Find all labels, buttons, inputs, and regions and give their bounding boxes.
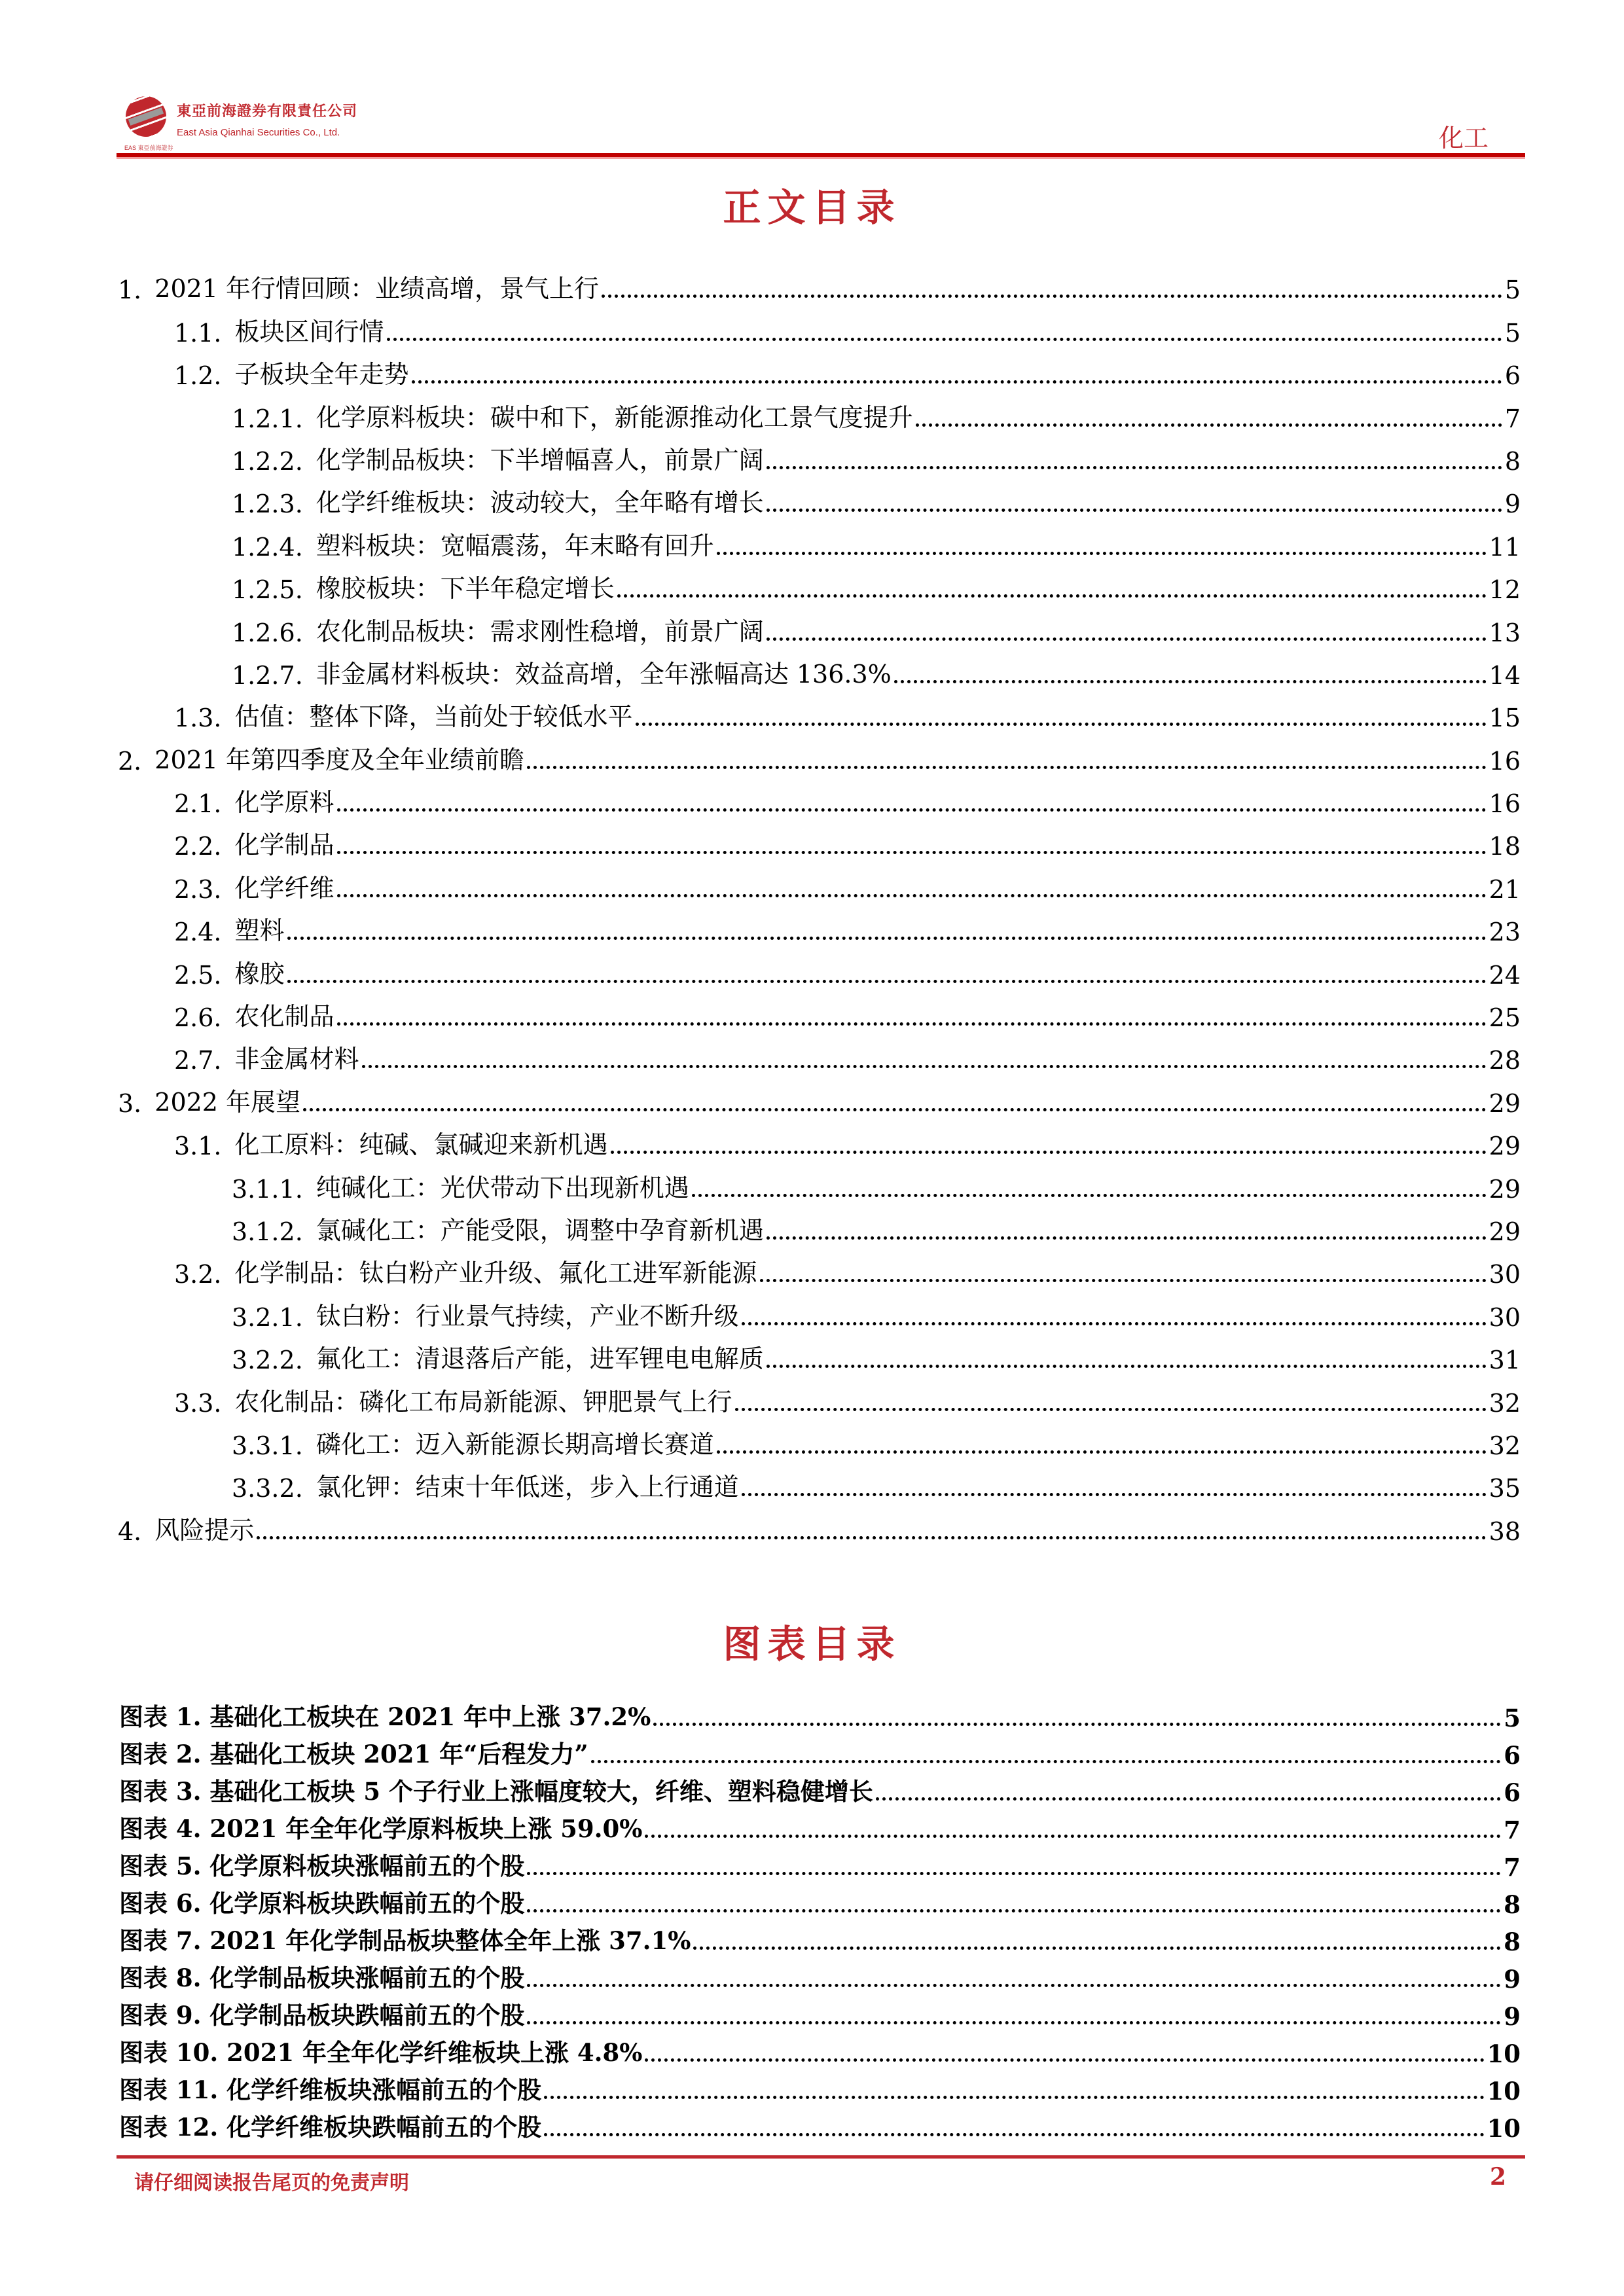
figure-entry[interactable] bbox=[119, 1994, 1521, 2031]
dot-leader bbox=[544, 2096, 1484, 2099]
figure-entry[interactable] bbox=[119, 2106, 1521, 2143]
toc-entry-text: 橡胶板块：下半年稳定增长 bbox=[316, 574, 615, 603]
toc-entry-number: 2. bbox=[118, 746, 142, 776]
figure-entry-text: 图表 3. 基础化工板块 5 个子行业上涨幅度较大，纤维、塑料稳健增长 bbox=[119, 1777, 873, 1806]
toc-entry-page: 14 bbox=[1489, 660, 1521, 690]
figure-entry-text: 图表 11. 化学纤维板块涨幅前五的个股 bbox=[119, 2075, 542, 2104]
toc-entry[interactable] bbox=[118, 732, 1521, 775]
toc-entry-page: 32 bbox=[1489, 1431, 1521, 1460]
dot-leader bbox=[735, 1408, 1487, 1411]
dot-leader bbox=[760, 1279, 1487, 1282]
figure-entry-text: 图表 6. 化学原料板块跌幅前五的个股 bbox=[119, 1889, 525, 1918]
toc-entry[interactable] bbox=[118, 861, 1521, 903]
toc-entry[interactable] bbox=[118, 348, 1521, 390]
toc-entry[interactable] bbox=[118, 904, 1521, 946]
toc-entry[interactable] bbox=[118, 518, 1521, 561]
toc-entry-text: 纯碱化工：光伏带动下出现新机遇 bbox=[316, 1173, 689, 1202]
dot-leader bbox=[527, 2021, 1501, 2024]
dot-leader bbox=[636, 723, 1487, 726]
toc-entry[interactable] bbox=[118, 818, 1521, 861]
figure-list-title: 图表目录 bbox=[723, 1622, 901, 1666]
toc-entry-text: 板块区间行情 bbox=[234, 317, 384, 346]
toc-entry-page: 28 bbox=[1489, 1046, 1521, 1075]
figure-entry[interactable] bbox=[119, 1956, 1521, 1994]
toc-entry-number: 4. bbox=[118, 1516, 142, 1546]
toc-entry[interactable] bbox=[118, 390, 1521, 433]
company-name-en: East Asia Qianhai Securities Co., Ltd. bbox=[177, 127, 340, 138]
dot-leader bbox=[337, 851, 1487, 854]
dot-leader bbox=[767, 1365, 1487, 1368]
toc-entry-page: 25 bbox=[1489, 1003, 1521, 1033]
figure-entry-page: 9 bbox=[1504, 1965, 1521, 1994]
toc-entry[interactable] bbox=[118, 304, 1521, 347]
figure-entry[interactable] bbox=[119, 1695, 1521, 1732]
figure-list bbox=[119, 1695, 1521, 2143]
figure-entry[interactable] bbox=[119, 1919, 1521, 1956]
sector-label: 化工 bbox=[1438, 124, 1489, 152]
footer-divider bbox=[117, 2155, 1525, 2159]
toc-entry[interactable] bbox=[118, 1460, 1521, 1503]
figure-entry-page: 10 bbox=[1487, 2114, 1521, 2143]
toc-entry[interactable] bbox=[118, 1289, 1521, 1331]
toc-entry-page: 29 bbox=[1489, 1132, 1521, 1161]
toc-entry-number: 2.3. bbox=[174, 874, 222, 904]
toc-entry-page: 18 bbox=[1489, 832, 1521, 861]
dot-leader bbox=[387, 338, 1502, 341]
figure-entry[interactable] bbox=[119, 1844, 1521, 1882]
toc-entry[interactable] bbox=[118, 776, 1521, 818]
dot-leader bbox=[591, 1760, 1502, 1763]
toc-entry[interactable] bbox=[118, 262, 1521, 304]
toc-entry-page: 12 bbox=[1489, 575, 1521, 605]
toc-entry[interactable] bbox=[118, 562, 1521, 604]
dot-leader bbox=[527, 766, 1487, 769]
toc-entry-text: 化学制品 bbox=[234, 831, 334, 860]
toc-entry-page: 16 bbox=[1489, 746, 1521, 776]
dot-leader bbox=[527, 1984, 1501, 1987]
dot-leader bbox=[916, 423, 1502, 427]
toc-entry-text: 农化制品 bbox=[234, 1002, 334, 1031]
toc-entry-number: 1.2.5. bbox=[232, 575, 303, 605]
figure-entry-page: 6 bbox=[1504, 1741, 1521, 1770]
toc-entry-text: 非金属材料板块：效益高增，全年涨幅高达 136.3% bbox=[316, 659, 892, 689]
dot-leader bbox=[257, 1536, 1486, 1539]
toc-entry-number: 3.1. bbox=[174, 1132, 222, 1161]
figure-entry-text: 图表 8. 化学制品板块涨幅前五的个股 bbox=[119, 1964, 525, 1992]
figure-entry-page: 7 bbox=[1504, 1853, 1521, 1882]
dot-leader bbox=[645, 1835, 1501, 1838]
dot-leader bbox=[602, 295, 1502, 298]
figure-entry-page: 9 bbox=[1504, 2002, 1521, 2031]
toc-entry-number: 1.2. bbox=[174, 361, 222, 391]
toc-entry-page: 30 bbox=[1489, 1302, 1521, 1332]
dot-leader bbox=[544, 2133, 1484, 2136]
dot-leader bbox=[527, 1909, 1501, 1912]
toc-entry-text: 化学纤维板块：波动较大，全年略有增长 bbox=[316, 488, 764, 518]
toc-entry[interactable] bbox=[118, 1118, 1521, 1160]
toc-entry-number: 2.4. bbox=[174, 918, 222, 947]
toc-entry-page: 31 bbox=[1489, 1346, 1521, 1375]
figure-entry[interactable] bbox=[119, 1770, 1521, 1807]
toc-entry-number: 3.2. bbox=[174, 1260, 222, 1289]
toc-entry-number: 3.1.1. bbox=[232, 1174, 303, 1204]
toc-entry-page: 8 bbox=[1504, 446, 1521, 476]
toc-entry-page: 29 bbox=[1489, 1088, 1521, 1118]
toc-entry-text: 农化制品：磷化工布局新能源、钾肥景气上行 bbox=[234, 1387, 732, 1416]
figure-entry-text: 图表 5. 化学原料板块涨幅前五的个股 bbox=[119, 1852, 525, 1880]
dot-leader bbox=[767, 509, 1502, 512]
figure-entry-text: 图表 12. 化学纤维板块跌幅前五的个股 bbox=[119, 2113, 542, 2142]
dot-leader bbox=[653, 1723, 1501, 1726]
dot-leader bbox=[337, 1022, 1487, 1026]
dot-leader bbox=[692, 1194, 1487, 1197]
figure-entry-page: 6 bbox=[1504, 1778, 1521, 1807]
dot-leader bbox=[527, 1872, 1501, 1875]
dot-leader bbox=[337, 894, 1487, 897]
toc-entry[interactable] bbox=[118, 690, 1521, 732]
dot-leader bbox=[412, 380, 1502, 384]
figure-entry-page: 8 bbox=[1504, 1890, 1521, 1919]
dot-leader bbox=[287, 937, 1487, 940]
toc-entry-text: 风险提示 bbox=[154, 1515, 255, 1545]
toc-entry[interactable] bbox=[118, 433, 1521, 476]
dot-leader bbox=[767, 466, 1502, 469]
toc-entry-number: 1.2.4. bbox=[232, 532, 303, 562]
figure-entry-text: 图表 7. 2021 年化学制品板块整体全年上涨 37.1% bbox=[119, 1926, 691, 1955]
toc-entry-number: 2.2. bbox=[174, 832, 222, 861]
toc-entry-number: 2.1. bbox=[174, 789, 222, 819]
toc-entry-page: 15 bbox=[1489, 704, 1521, 733]
toc-entry-page: 11 bbox=[1489, 532, 1521, 562]
toc-entry-text: 磷化工：迈入新能源长期高增长赛道 bbox=[316, 1429, 714, 1459]
company-name-cn: 東亞前海證券有限責任公司 bbox=[177, 103, 358, 119]
toc-entry-page: 9 bbox=[1504, 490, 1521, 519]
toc-entry-page: 7 bbox=[1504, 404, 1521, 433]
figure-entry-text: 图表 4. 2021 年全年化学原料板块上涨 59.0% bbox=[119, 1814, 643, 1843]
toc-entry-text: 塑料 bbox=[234, 916, 285, 946]
dot-leader bbox=[693, 1946, 1501, 1950]
toc-entry-number: 3. bbox=[118, 1088, 142, 1118]
figure-entry[interactable] bbox=[119, 1732, 1521, 1770]
toc-entry[interactable] bbox=[118, 476, 1521, 518]
toc-entry-page: 23 bbox=[1489, 918, 1521, 947]
toc-entry-text: 化学制品：钛白粉产业升级、氟化工进军新能源 bbox=[234, 1259, 757, 1288]
figure-entry[interactable] bbox=[119, 2031, 1521, 2068]
toc-entry-number: 2.5. bbox=[174, 960, 222, 990]
toc-entry-page: 38 bbox=[1489, 1516, 1521, 1546]
toc-entry-text: 农化制品板块：需求刚性稳增，前景广阔 bbox=[316, 617, 764, 646]
toc-entry-text: 2021 年行情回顾：业绩高增，景气上行 bbox=[154, 274, 600, 304]
toc-entry-text: 化学纤维 bbox=[234, 873, 334, 903]
table-of-contents bbox=[118, 262, 1521, 1546]
toc-entry-text: 塑料板块：宽幅震荡，年末略有回升 bbox=[316, 531, 714, 560]
page-number: 2 bbox=[1489, 2163, 1506, 2191]
toc-entry[interactable] bbox=[118, 1160, 1521, 1203]
toc-entry[interactable] bbox=[118, 604, 1521, 647]
toc-entry[interactable] bbox=[118, 1503, 1521, 1545]
toc-entry-text: 化工原料：纯碱、氯碱迎来新机遇 bbox=[234, 1130, 608, 1160]
figure-entry-page: 10 bbox=[1487, 2039, 1521, 2068]
dot-leader bbox=[337, 808, 1487, 812]
header-divider bbox=[117, 153, 1525, 159]
toc-entry[interactable] bbox=[118, 1246, 1521, 1289]
logo-subtext: EAS 東亞前海證券 bbox=[124, 145, 173, 151]
toc-entry-page: 29 bbox=[1489, 1217, 1521, 1246]
toc-entry-page: 13 bbox=[1489, 618, 1521, 647]
toc-entry-text: 2021 年第四季度及全年业绩前瞻 bbox=[154, 745, 525, 774]
toc-entry-text: 氯化钾：结束十年低迷，步入上行通道 bbox=[316, 1473, 739, 1502]
toc-entry[interactable] bbox=[118, 946, 1521, 989]
toc-entry-number: 1.2.3. bbox=[232, 490, 303, 519]
toc-entry-text: 化学原料板块：碳中和下，新能源推动化工景气度提升 bbox=[316, 403, 913, 432]
toc-entry-page: 6 bbox=[1504, 361, 1521, 391]
toc-entry[interactable] bbox=[118, 1032, 1521, 1075]
toc-entry-page: 5 bbox=[1504, 276, 1521, 305]
dot-leader bbox=[767, 1236, 1487, 1240]
toc-entry[interactable] bbox=[118, 1075, 1521, 1117]
dot-leader bbox=[303, 1108, 1487, 1111]
toc-entry-text: 子板块全年走势 bbox=[234, 360, 409, 389]
toc-entry-page: 5 bbox=[1504, 318, 1521, 348]
toc-entry-page: 35 bbox=[1489, 1474, 1521, 1503]
figure-entry-page: 5 bbox=[1504, 1704, 1521, 1732]
logo-globe-icon bbox=[124, 96, 173, 151]
figure-entry[interactable] bbox=[119, 1882, 1521, 1919]
dot-leader bbox=[894, 680, 1487, 683]
footer-disclaimer: 请仔细阅读报告尾页的免责声明 bbox=[134, 2172, 409, 2195]
dot-leader bbox=[717, 552, 1487, 555]
company-logo bbox=[124, 95, 358, 151]
dot-leader bbox=[611, 1151, 1487, 1154]
toc-entry-number: 3.2.1. bbox=[232, 1302, 303, 1332]
toc-entry-number: 1.2.6. bbox=[232, 618, 303, 647]
dot-leader bbox=[362, 1065, 1487, 1068]
toc-entry-number: 1.2.2. bbox=[232, 446, 303, 476]
toc-entry-text: 钛白粉：行业景气持续，产业不断升级 bbox=[316, 1301, 739, 1331]
toc-entry-text: 非金属材料 bbox=[234, 1045, 359, 1074]
dot-leader bbox=[617, 594, 1487, 598]
toc-entry[interactable] bbox=[118, 1418, 1521, 1460]
figure-entry[interactable] bbox=[119, 1807, 1521, 1844]
toc-entry-text: 化学制品板块：下半增幅喜人，前景广阔 bbox=[316, 445, 764, 475]
dot-leader bbox=[742, 1493, 1487, 1496]
figure-entry-text: 图表 1. 基础化工板块在 2021 年中上涨 37.2% bbox=[119, 1702, 651, 1731]
figure-entry-text: 图表 10. 2021 年全年化学纤维板块上涨 4.8% bbox=[119, 2038, 643, 2067]
dot-leader bbox=[767, 637, 1487, 641]
figure-entry-text: 图表 2. 基础化工板块 2021 年“后程发力” bbox=[119, 1740, 588, 1768]
toc-entry-text: 2022 年展望 bbox=[154, 1087, 301, 1117]
toc-entry-page: 16 bbox=[1489, 789, 1521, 819]
toc-entry-number: 3.1.2. bbox=[232, 1217, 303, 1246]
toc-entry[interactable] bbox=[118, 647, 1521, 690]
toc-entry-page: 30 bbox=[1489, 1260, 1521, 1289]
toc-entry[interactable] bbox=[118, 1374, 1521, 1417]
toc-entry-page: 32 bbox=[1489, 1388, 1521, 1418]
figure-entry-page: 10 bbox=[1487, 2077, 1521, 2106]
toc-entry-page: 24 bbox=[1489, 960, 1521, 990]
toc-title: 正文目录 bbox=[723, 185, 901, 230]
toc-entry-number: 1.3. bbox=[174, 704, 222, 733]
figure-entry[interactable] bbox=[119, 2068, 1521, 2106]
toc-entry-number: 1. bbox=[118, 276, 142, 305]
toc-entry-number: 1.1. bbox=[174, 318, 222, 348]
toc-entry-number: 2.7. bbox=[174, 1046, 222, 1075]
toc-entry-number: 3.3.2. bbox=[232, 1474, 303, 1503]
figure-entry-page: 7 bbox=[1504, 1816, 1521, 1844]
dot-leader bbox=[742, 1322, 1487, 1325]
toc-entry-text: 橡胶 bbox=[234, 959, 285, 988]
toc-entry-number: 3.3. bbox=[174, 1388, 222, 1418]
toc-entry-text: 氯碱化工：产能受限，调整中孕育新机遇 bbox=[316, 1215, 764, 1245]
dot-leader bbox=[876, 1797, 1501, 1801]
dot-leader bbox=[717, 1450, 1487, 1454]
toc-entry-number: 1.2.7. bbox=[232, 660, 303, 690]
toc-entry[interactable] bbox=[118, 1204, 1521, 1246]
figure-entry-text: 图表 9. 化学制品板块跌幅前五的个股 bbox=[119, 2001, 525, 2030]
dot-leader bbox=[287, 980, 1487, 983]
toc-entry-text: 化学原料 bbox=[234, 788, 334, 817]
toc-entry-page: 21 bbox=[1489, 874, 1521, 904]
toc-entry-number: 3.3.1. bbox=[232, 1431, 303, 1460]
toc-entry-number: 1.2.1. bbox=[232, 404, 303, 433]
toc-entry-text: 估值：整体下降，当前处于较低水平 bbox=[234, 702, 633, 732]
toc-entry-number: 3.2.2. bbox=[232, 1346, 303, 1375]
toc-entry-page: 29 bbox=[1489, 1174, 1521, 1204]
toc-entry[interactable] bbox=[118, 1332, 1521, 1374]
dot-leader bbox=[645, 2058, 1484, 2062]
toc-entry-text: 氟化工：清退落后产能，进军锂电电解质 bbox=[316, 1344, 764, 1374]
toc-entry-number: 2.6. bbox=[174, 1003, 222, 1033]
figure-entry-page: 8 bbox=[1504, 1928, 1521, 1956]
toc-entry[interactable] bbox=[118, 990, 1521, 1032]
